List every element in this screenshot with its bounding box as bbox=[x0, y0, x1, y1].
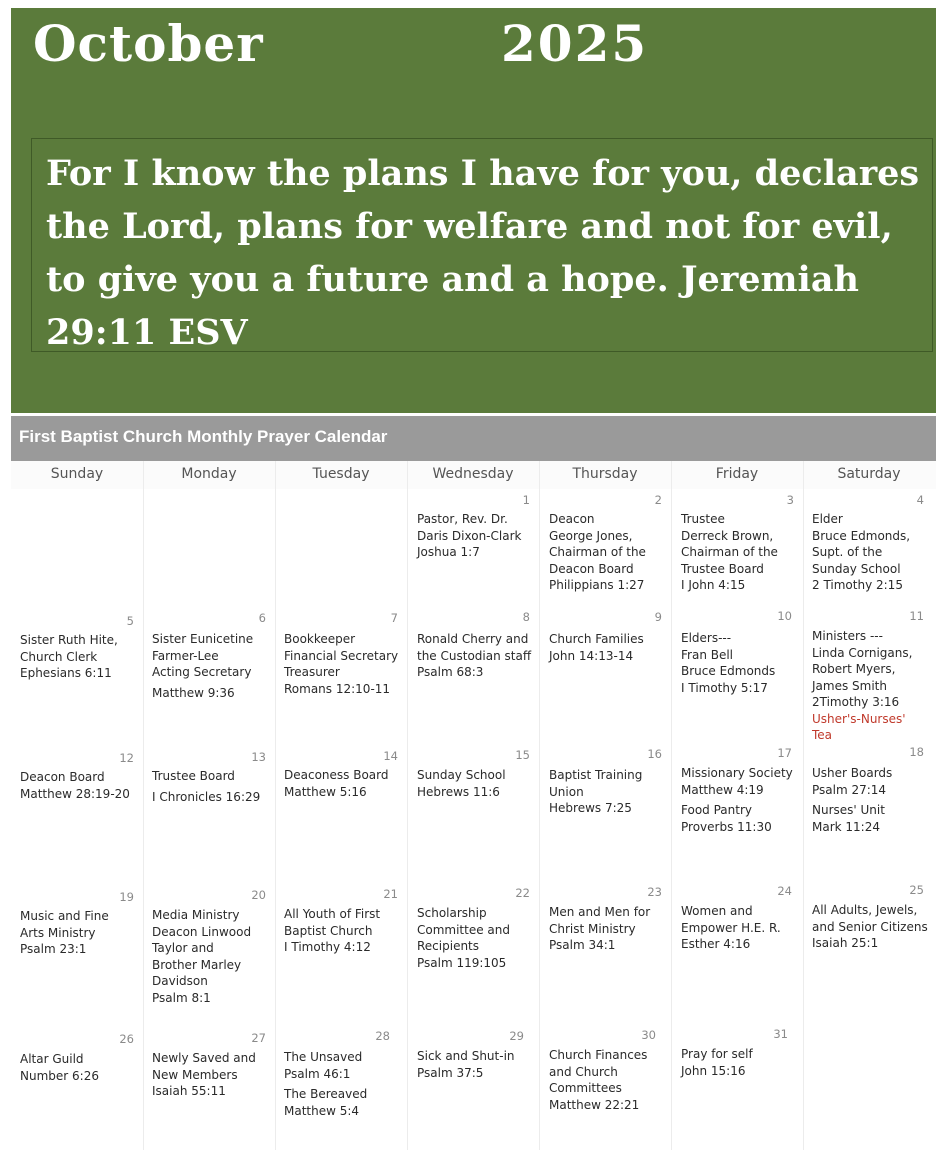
year-title: 2025 bbox=[501, 14, 649, 73]
entry-line: Acting Secretary bbox=[152, 665, 252, 679]
column-divider bbox=[539, 461, 540, 1150]
entry-line: Farmer-Lee bbox=[152, 648, 219, 663]
day-3-entry bbox=[681, 511, 778, 594]
day-24-entry bbox=[681, 903, 781, 953]
entry-line: Recipients bbox=[417, 939, 480, 953]
entry-line: Newly Saved and bbox=[152, 1051, 256, 1065]
date-number: 20 bbox=[251, 888, 266, 902]
entry-line: Altar Guild bbox=[20, 1052, 84, 1066]
entry-line: Bruce Edmonds bbox=[681, 664, 776, 678]
entry-line: Trustee bbox=[681, 512, 725, 526]
day-17-entry bbox=[681, 765, 793, 835]
entry-line: Sunday School bbox=[812, 561, 901, 576]
column-divider bbox=[803, 461, 804, 1150]
column-divider bbox=[275, 461, 276, 1150]
day-5-entry bbox=[20, 632, 118, 682]
entry-line: Joshua 1:7 bbox=[417, 545, 480, 559]
day-14-entry bbox=[284, 767, 389, 800]
day-header-saturday: Saturday bbox=[837, 466, 901, 482]
date-number: 12 bbox=[119, 751, 134, 765]
entry-line: Esther 4:16 bbox=[681, 937, 751, 951]
verse-box bbox=[31, 138, 933, 352]
entry-line: Sister Eunicetine bbox=[152, 632, 254, 646]
date-number: 19 bbox=[119, 890, 134, 904]
day-4-entry bbox=[812, 511, 910, 594]
column-divider bbox=[407, 461, 408, 1150]
date-number: 1 bbox=[522, 493, 530, 507]
day-header-wednesday: Wednesday bbox=[432, 466, 514, 482]
event-highlight: Tea bbox=[812, 728, 833, 742]
column-divider bbox=[143, 461, 144, 1150]
entry-line: Psalm 46:1 bbox=[284, 1066, 351, 1081]
entry-line: Deacon Board bbox=[549, 561, 634, 576]
date-number: 27 bbox=[251, 1031, 266, 1045]
entry-line: Food Pantry bbox=[681, 803, 752, 817]
calendar-banner bbox=[11, 416, 936, 461]
entry-line: 2 Timothy 2:15 bbox=[812, 578, 903, 592]
entry-line: Baptist Church bbox=[284, 923, 373, 938]
entry-line: Sunday School bbox=[417, 768, 506, 782]
entry-line: Pastor, Rev. Dr. bbox=[417, 512, 508, 526]
date-number: 14 bbox=[383, 749, 398, 763]
date-number: 22 bbox=[515, 886, 530, 900]
date-number: 25 bbox=[909, 883, 924, 897]
entry-line: Psalm 27:14 bbox=[812, 782, 887, 797]
entry-line: Church Clerk bbox=[20, 649, 98, 664]
entry-line: All Adults, Jewels, bbox=[812, 903, 918, 917]
day-6-entry bbox=[152, 631, 253, 701]
entry-line: Usher Boards bbox=[812, 766, 893, 780]
entry-line: Philippians 1:27 bbox=[549, 578, 645, 592]
entry-line: Ronald Cherry and bbox=[417, 632, 529, 646]
date-number: 17 bbox=[777, 746, 792, 760]
entry-line: The Unsaved bbox=[284, 1050, 363, 1064]
entry-line: Isaiah 55:11 bbox=[152, 1084, 226, 1098]
date-number: 11 bbox=[909, 609, 924, 623]
entry-line: Empower H.E. R. bbox=[681, 920, 781, 935]
date-number: 4 bbox=[916, 493, 924, 507]
date-number: 31 bbox=[773, 1027, 788, 1041]
entry-line: the Custodian staff bbox=[417, 648, 532, 663]
entry-line: Proverbs 11:30 bbox=[681, 819, 772, 834]
entry-line: Committees bbox=[549, 1081, 622, 1095]
day-2-entry bbox=[549, 511, 646, 594]
date-number: 13 bbox=[251, 750, 266, 764]
entry-line: Brother Marley bbox=[152, 957, 242, 972]
date-number: 8 bbox=[522, 610, 530, 624]
entry-line: Matthew 28:19-20 bbox=[20, 786, 130, 801]
entry-line: Arts Ministry bbox=[20, 925, 96, 940]
day-30-entry bbox=[549, 1047, 647, 1113]
entry-line: Union bbox=[549, 784, 584, 799]
entry-line: Men and Men for bbox=[549, 905, 651, 919]
entry-line: Sister Ruth Hite, bbox=[20, 633, 118, 647]
entry-line: Psalm 8:1 bbox=[152, 990, 211, 1005]
entry-line: Taylor and bbox=[152, 941, 214, 955]
day-9-entry bbox=[549, 631, 644, 664]
day-27-entry bbox=[152, 1050, 256, 1100]
entry-line: Treasurer bbox=[284, 665, 340, 679]
date-number: 16 bbox=[647, 747, 662, 761]
entry-line: Number 6:26 bbox=[20, 1068, 99, 1083]
entry-line: Elder bbox=[812, 512, 843, 526]
entry-line: Psalm 23:1 bbox=[20, 942, 87, 956]
entry-line: Trustee Board bbox=[681, 561, 764, 576]
entry-line: Davidson bbox=[152, 974, 208, 988]
day-22-entry bbox=[417, 905, 510, 971]
entry-line: Trustee Board bbox=[152, 769, 235, 783]
entry-line: Matthew 9:36 bbox=[152, 685, 235, 700]
entry-line: Chairman of the bbox=[681, 545, 778, 559]
date-number: 7 bbox=[390, 611, 398, 625]
day-31-entry bbox=[681, 1046, 753, 1079]
entry-line: Church Families bbox=[549, 632, 644, 646]
day-header-tuesday: Tuesday bbox=[312, 466, 370, 482]
entry-line: Ministers --- bbox=[812, 629, 883, 643]
day-23-entry bbox=[549, 904, 650, 954]
entry-line: Linda Cornigans, bbox=[812, 645, 913, 660]
entry-line: Pray for self bbox=[681, 1047, 753, 1061]
entry-line: Committee and bbox=[417, 922, 510, 937]
date-number: 29 bbox=[509, 1029, 524, 1043]
day-12-entry bbox=[20, 769, 130, 802]
entry-line: Matthew 4:19 bbox=[681, 782, 764, 797]
date-number: 21 bbox=[383, 887, 398, 901]
entry-line: Church Finances bbox=[549, 1048, 648, 1062]
entry-line: Mark 11:24 bbox=[812, 819, 880, 834]
entry-line: Matthew 22:21 bbox=[549, 1097, 640, 1112]
date-number: 15 bbox=[515, 748, 530, 762]
day-11-entry bbox=[812, 628, 912, 744]
date-number: 28 bbox=[375, 1029, 390, 1043]
entry-line: Psalm 34:1 bbox=[549, 938, 616, 952]
calendar-title: First Baptist Church Monthly Prayer Calendar bbox=[19, 427, 388, 446]
entry-line: Music and Fine bbox=[20, 909, 109, 923]
entry-line: I Timothy 5:17 bbox=[681, 680, 768, 695]
day-19-entry bbox=[20, 908, 109, 958]
entry-line: Media Ministry bbox=[152, 908, 240, 922]
entry-line: John 14:13-14 bbox=[549, 648, 634, 663]
entry-line: All Youth of First bbox=[284, 907, 381, 921]
day-20-entry bbox=[152, 907, 251, 1006]
entry-line: The Bereaved bbox=[284, 1087, 368, 1101]
column-divider bbox=[671, 461, 672, 1150]
date-number: 6 bbox=[258, 611, 266, 625]
day-16-entry bbox=[549, 767, 642, 817]
entry-line: 2Timothy 3:16 bbox=[812, 695, 900, 709]
entry-line: Psalm 37:5 bbox=[417, 1065, 484, 1080]
entry-line: Supt. of the bbox=[812, 545, 883, 559]
entry-line: Psalm 119:105 bbox=[417, 955, 507, 970]
date-number: 26 bbox=[119, 1032, 134, 1046]
entry-line: Nurses' Unit bbox=[812, 803, 885, 817]
entry-line: Financial Secretary bbox=[284, 648, 399, 663]
entry-line: Derreck Brown, bbox=[681, 528, 774, 543]
entry-line: Chairman of the bbox=[549, 545, 646, 559]
entry-line: Christ Ministry bbox=[549, 921, 636, 936]
entry-line: Elders--- bbox=[681, 631, 732, 645]
entry-line: Deacon bbox=[549, 512, 595, 526]
entry-line: James Smith bbox=[812, 678, 887, 693]
entry-line: Bruce Edmonds, bbox=[812, 528, 911, 543]
entry-line: Isaiah 25:1 bbox=[812, 936, 879, 950]
date-number: 9 bbox=[654, 610, 662, 624]
weekday-header-row bbox=[11, 461, 936, 489]
entry-line: Deacon Linwood bbox=[152, 924, 252, 939]
date-number: 18 bbox=[909, 745, 924, 759]
scripture-verse: For I know the plans I have for you, declares the Lord, plans for welfare and not for evil, to give you a future and a hope. Jeremiah 29:11 ESV bbox=[46, 153, 920, 353]
day-25-entry bbox=[812, 902, 928, 952]
entry-line: Scholarship bbox=[417, 906, 487, 920]
entry-line: I John 4:15 bbox=[681, 578, 746, 592]
entry-line: George Jones, bbox=[549, 528, 633, 543]
entry-line: I Timothy 4:12 bbox=[284, 940, 371, 954]
entry-line: and Senior Citizens bbox=[812, 919, 928, 934]
entry-line: Romans 12:10-11 bbox=[284, 681, 391, 696]
entry-line: Matthew 5:16 bbox=[284, 784, 367, 799]
entry-line: Matthew 5:4 bbox=[284, 1103, 360, 1118]
event-highlight: Usher's-Nurses' bbox=[812, 711, 906, 726]
day-13-entry bbox=[152, 768, 260, 805]
entry-line: Hebrews 11:6 bbox=[417, 784, 500, 799]
day-header-sunday: Sunday bbox=[50, 466, 104, 482]
entry-line: John 15:16 bbox=[681, 1063, 746, 1078]
date-number: 2 bbox=[654, 493, 662, 507]
day-header-thursday: Thursday bbox=[572, 466, 638, 482]
day-header-friday: Friday bbox=[715, 466, 759, 482]
day-7-entry bbox=[284, 631, 398, 697]
date-number: 24 bbox=[777, 884, 792, 898]
entry-line: I Chronicles 16:29 bbox=[152, 789, 261, 804]
day-28-entry bbox=[284, 1049, 367, 1119]
entry-line: Missionary Society bbox=[681, 766, 793, 780]
entry-line: Women and bbox=[681, 904, 753, 918]
entry-line: Psalm 68:3 bbox=[417, 665, 484, 679]
day-26-entry bbox=[20, 1051, 99, 1084]
entry-line: Daris Dixon-Clark bbox=[417, 528, 522, 543]
day-21-entry bbox=[284, 906, 380, 956]
date-number: 10 bbox=[777, 609, 792, 623]
entry-line: Baptist Training bbox=[549, 768, 643, 782]
day-header-monday: Monday bbox=[181, 466, 237, 482]
day-18-entry bbox=[812, 765, 892, 835]
calendar-header bbox=[11, 8, 936, 413]
entry-line: Sick and Shut-in bbox=[417, 1049, 515, 1063]
day-8-entry bbox=[417, 631, 531, 681]
day-29-entry bbox=[417, 1048, 515, 1081]
date-number: 5 bbox=[126, 614, 134, 628]
entry-line: Bookkeeper bbox=[284, 632, 356, 646]
date-number: 23 bbox=[647, 885, 662, 899]
day-10-entry bbox=[681, 630, 775, 696]
entry-line: New Members bbox=[152, 1067, 238, 1082]
entry-line: Robert Myers, bbox=[812, 662, 896, 676]
entry-line: Deaconess Board bbox=[284, 768, 389, 782]
entry-line: Hebrews 7:25 bbox=[549, 801, 632, 815]
entry-line: Fran Bell bbox=[681, 647, 734, 662]
entry-line: Deacon Board bbox=[20, 770, 105, 784]
entry-line: and Church bbox=[549, 1064, 618, 1079]
entry-line: Ephesians 6:11 bbox=[20, 666, 112, 680]
date-number: 30 bbox=[641, 1028, 656, 1042]
day-1-entry bbox=[417, 511, 521, 561]
date-number: 3 bbox=[786, 493, 794, 507]
month-title: October bbox=[33, 14, 264, 73]
day-15-entry bbox=[417, 767, 506, 800]
